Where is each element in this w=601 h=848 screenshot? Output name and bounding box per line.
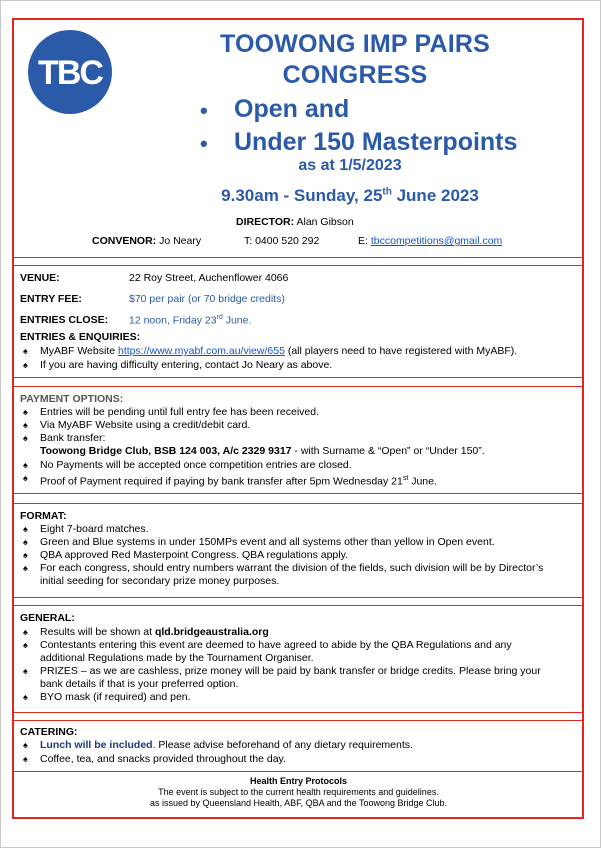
list-item: ♠ Green and Blue systems in under 150MPs event and all systems other than yellow in Open event. xyxy=(23,536,495,548)
bullet-dot-2: • xyxy=(200,131,208,156)
health-protocols-line-2: as issued by Queensland Health, ABF, QBA and the Toowong Bridge Club. xyxy=(149,798,448,808)
event-open: Open and xyxy=(234,95,350,123)
spade-bullet-icon: ♠ xyxy=(23,627,28,637)
list-item: ♠ QBA approved Red Masterpoint Congress. QBA regulations apply. xyxy=(23,549,348,561)
payment-label: PAYMENT OPTIONS: xyxy=(20,393,124,405)
spade-bullet-icon: ♠ xyxy=(23,550,28,560)
spade-bullet-icon: ♠ xyxy=(23,460,28,470)
list-item: ♠ MyABF Website https://www.myabf.com.au/view/655 (all players need to have registered with MyABF). xyxy=(23,345,518,357)
health-protocols-title: Health Entry Protocols xyxy=(249,776,348,786)
separator xyxy=(13,597,584,598)
list-item-continued: additional Regulations made by the Tournament Organiser. xyxy=(40,652,314,664)
list-item: ♠ Bank transfer: xyxy=(23,432,106,444)
spade-bullet-icon: ♠ xyxy=(23,666,28,676)
list-item: ♠ Eight 7-board matches. xyxy=(23,523,149,535)
catering-label: CATERING: xyxy=(20,726,78,738)
list-item-continued: initial seeding for secondary prize money purposes. xyxy=(40,575,280,587)
list-item: ♠ Results will be shown at qld.bridgeaustralia.org xyxy=(23,626,269,638)
list-item: ♠ Via MyABF Website using a credit/debit card. xyxy=(23,419,251,431)
spade-bullet-icon: ♠ xyxy=(23,754,28,764)
spade-bullet-icon: ♠ xyxy=(23,473,28,483)
list-item: ♠ No Payments will be accepted once competition entries are closed. xyxy=(23,459,352,471)
separator xyxy=(13,720,584,721)
email-link[interactable]: tbccompetitions@gmail.com xyxy=(370,235,503,247)
format-label: FORMAT: xyxy=(20,510,67,522)
separator xyxy=(13,257,584,258)
as-at-date: as at 1/5/2023 xyxy=(298,157,402,174)
myabf-link[interactable]: https://www.myabf.com.au/view/655 xyxy=(118,345,285,357)
svg-text:TBC: TBC xyxy=(38,54,102,92)
entry-fee-value: $70 per pair (or 70 bridge credits) xyxy=(129,293,285,305)
spade-bullet-icon: ♠ xyxy=(23,407,28,417)
separator xyxy=(13,771,584,772)
convenor-line: CONVENOR: Jo Neary xyxy=(92,235,202,247)
list-item: ♠ Entries will be pending until full entry fee has been received. xyxy=(23,406,319,418)
list-item: ♠ Coffee, tea, and snacks provided throughout the day. xyxy=(23,753,286,765)
spade-bullet-icon: ♠ xyxy=(23,346,28,356)
list-item: ♠ For each congress, should entry numbers warrant the division of the fields, such division will be by Director’s xyxy=(23,562,544,574)
bank-details: Toowong Bridge Club, BSB 124 003, A/c 2329 9317 - with Surname & “Open” or “Under 150”. xyxy=(40,445,485,457)
spade-bullet-icon: ♠ xyxy=(23,640,28,650)
separator xyxy=(13,386,584,387)
entries-close-label: ENTRIES CLOSE: xyxy=(20,314,109,326)
spade-bullet-icon: ♠ xyxy=(23,740,28,750)
entries-close-value: 12 noon, Friday 23rd June. xyxy=(129,314,252,327)
health-protocols-line-1: The event is subject to the current health requirements and guidelines. xyxy=(158,787,439,797)
title-line-2: CONGRESS xyxy=(282,61,428,89)
venue-label: VENUE: xyxy=(20,272,60,284)
title-line-1: TOOWONG IMP PAIRS xyxy=(219,30,491,58)
event-date: 9.30am - Sunday, 25th June 2023 xyxy=(221,186,479,205)
spade-bullet-icon: ♠ xyxy=(23,524,28,534)
spade-bullet-icon: ♠ xyxy=(23,433,28,443)
list-item: ♠ Contestants entering this event are deemed to have agreed to abide by the QBA Regulations and any xyxy=(23,639,512,651)
bullet-dot-1: • xyxy=(200,98,208,123)
list-item: ♠ BYO mask (if required) and pen. xyxy=(23,691,191,703)
email-line: E: tbccompetitions@gmail.com xyxy=(358,235,503,247)
enquiries-label: ENTRIES & ENQUIRIES: xyxy=(20,331,141,343)
spade-bullet-icon: ♠ xyxy=(23,420,28,430)
list-item: ♠ PRIZES – as we are cashless, prize money will be paid by bank transfer or bridge credits. Please bring your xyxy=(23,665,541,677)
general-label: GENERAL: xyxy=(20,612,75,624)
separator xyxy=(13,712,584,713)
spade-bullet-icon: ♠ xyxy=(23,537,28,547)
list-item-continued: bank details if that is your preferred option. xyxy=(40,678,239,690)
separator xyxy=(13,503,584,504)
separator xyxy=(13,493,584,494)
director-line: DIRECTOR: Alan Gibson xyxy=(236,216,354,228)
venue-value: 22 Roy Street, Auchenflower 4066 xyxy=(129,272,289,284)
entry-fee-label: ENTRY FEE: xyxy=(20,293,82,305)
separator xyxy=(13,377,584,378)
separator xyxy=(13,265,584,266)
list-item: ♠ Lunch will be included. Please advise beforehand of any dietary requirements. xyxy=(23,739,413,751)
spade-bullet-icon: ♠ xyxy=(23,563,28,573)
event-under-150: Under 150 Masterpoints xyxy=(234,128,518,156)
spade-bullet-icon: ♠ xyxy=(23,692,28,702)
phone-number: T: 0400 520 292 xyxy=(244,235,320,247)
list-item: ♠ Proof of Payment required if paying by bank transfer after 5pm Wednesday 21st June. xyxy=(23,473,437,488)
tbc-logo xyxy=(27,29,113,115)
separator xyxy=(13,605,584,606)
list-item: ♠ If you are having difficulty entering, contact Jo Neary as above. xyxy=(23,359,333,371)
spade-bullet-icon: ♠ xyxy=(23,360,28,370)
